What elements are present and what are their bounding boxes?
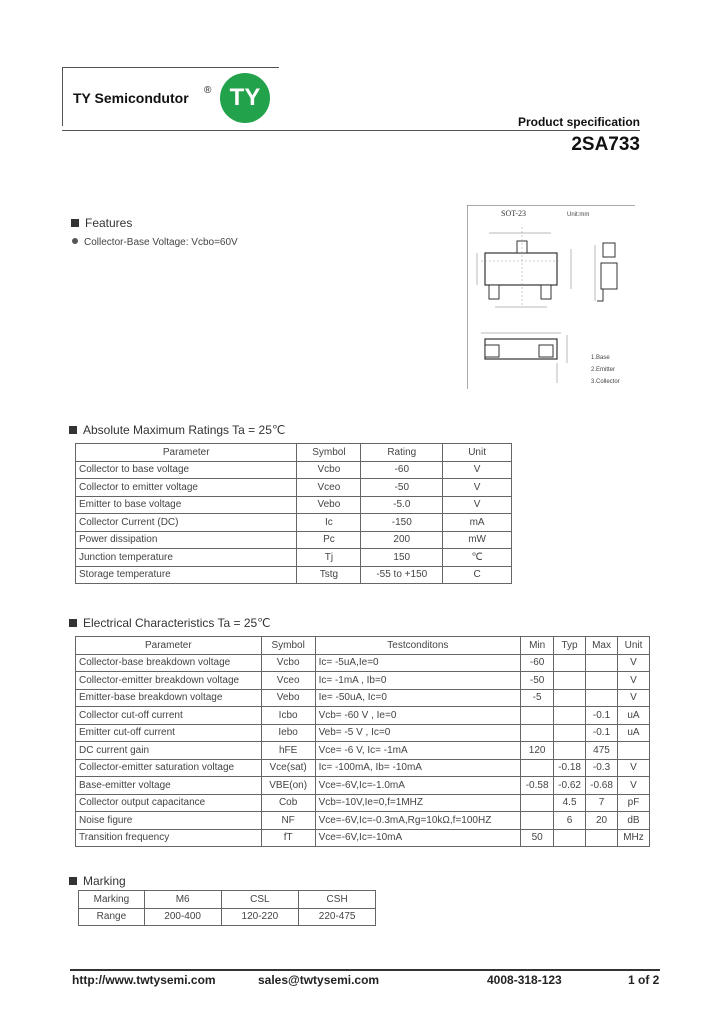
table-row xyxy=(76,777,650,795)
table-cell xyxy=(521,759,554,777)
table-cell xyxy=(618,742,650,760)
table-cell xyxy=(554,829,586,847)
col-header: Unit xyxy=(618,637,650,655)
elec-table xyxy=(75,636,650,847)
table-cell: 7 xyxy=(586,794,618,812)
table-cell xyxy=(521,707,554,725)
table-cell xyxy=(521,724,554,742)
table-cell: -50 xyxy=(361,479,443,497)
table-row xyxy=(76,566,512,584)
table-cell: Tj xyxy=(297,549,361,567)
table-cell: Veb= -5 V , Ic=0 xyxy=(315,724,521,742)
pin-1-label: 1.Base xyxy=(591,355,610,361)
marking-heading xyxy=(69,874,126,888)
table-cell xyxy=(586,654,618,672)
table-cell: 6 xyxy=(554,812,586,830)
table-cell: 220-475 xyxy=(299,908,376,926)
table-cell: DC current gain xyxy=(76,742,262,760)
table-cell: -0.1 xyxy=(586,724,618,742)
feature-text: Collector-Base Voltage: Vcbo=60V xyxy=(84,237,238,248)
table-cell: Range xyxy=(79,908,145,926)
table-cell: Pc xyxy=(297,531,361,549)
table-row xyxy=(76,672,650,690)
table-cell: uA xyxy=(618,724,650,742)
table-cell: Emitter cut-off current xyxy=(76,724,262,742)
table-cell: -0.3 xyxy=(586,759,618,777)
table-row xyxy=(79,891,376,909)
product-spec-label: Product specification xyxy=(517,115,640,129)
footer-email[interactable]: sales@twtysemi.com xyxy=(258,973,380,987)
col-header: Parameter xyxy=(76,637,262,655)
table-cell: Vebo xyxy=(261,689,315,707)
col-header: Symbol xyxy=(261,637,315,655)
table-cell: pF xyxy=(618,794,650,812)
table-row xyxy=(79,908,376,926)
table-row xyxy=(76,812,650,830)
table-row xyxy=(76,496,512,514)
table-row xyxy=(76,514,512,532)
abs-max-title: Absolute Maximum Ratings Ta = 25℃ xyxy=(83,423,286,437)
package-unit: Unit:mm xyxy=(567,212,590,218)
part-number: 2SA733 xyxy=(571,134,640,155)
table-cell: Collector cut-off current xyxy=(76,707,262,725)
table-cell: C xyxy=(443,566,512,584)
table-cell: V xyxy=(618,777,650,795)
table-cell: -0.68 xyxy=(586,777,618,795)
table-cell: -0.62 xyxy=(554,777,586,795)
table-row xyxy=(76,461,512,479)
table-row xyxy=(76,479,512,497)
table-cell: Noise figure xyxy=(76,812,262,830)
table-cell: V xyxy=(443,496,512,514)
registered-mark: ® xyxy=(204,85,212,96)
col-header: Testconditons xyxy=(315,637,521,655)
abs-max-heading xyxy=(69,423,285,437)
col-header: Rating xyxy=(361,444,443,462)
table-cell: Cob xyxy=(261,794,315,812)
elec-title: Electrical Characteristics Ta = 25℃ xyxy=(83,616,271,630)
table-cell: MHz xyxy=(618,829,650,847)
table-cell: ℃ xyxy=(443,549,512,567)
table-cell: V xyxy=(443,461,512,479)
table-cell: Vce(sat) xyxy=(261,759,315,777)
table-cell: uA xyxy=(618,707,650,725)
table-cell: Ic= -1mA , Ib=0 xyxy=(315,672,521,690)
table-cell xyxy=(554,654,586,672)
footer-phone: 4008-318-123 xyxy=(487,973,562,987)
pin-2-label: 2.Emitter xyxy=(591,367,616,373)
table-cell: Collector to emitter voltage xyxy=(76,479,297,497)
table-cell xyxy=(554,724,586,742)
company-name: TY Semicondutor xyxy=(73,90,189,106)
table-cell: -0.1 xyxy=(586,707,618,725)
col-header: Parameter xyxy=(76,444,297,462)
features-heading xyxy=(71,216,132,230)
table-cell: CSH xyxy=(299,891,376,909)
table-cell: Iebo xyxy=(261,724,315,742)
table-cell: 50 xyxy=(521,829,554,847)
table-cell: -150 xyxy=(361,514,443,532)
table-header-row xyxy=(76,444,512,462)
table-cell: Icbo xyxy=(261,707,315,725)
table-cell: mA xyxy=(443,514,512,532)
round-bullet-icon xyxy=(72,238,78,244)
table-cell: mW xyxy=(443,531,512,549)
features-title: Features xyxy=(85,216,133,230)
table-cell xyxy=(586,829,618,847)
table-cell: Ic= -5uA,Ie=0 xyxy=(315,654,521,672)
table-cell: Collector output capacitance xyxy=(76,794,262,812)
table-cell: Vebo xyxy=(297,496,361,514)
table-cell: Vce= -6 V, Ic= -1mA xyxy=(315,742,521,760)
table-cell: -5 xyxy=(521,689,554,707)
col-header: Symbol xyxy=(297,444,361,462)
col-header: Typ xyxy=(554,637,586,655)
table-cell: M6 xyxy=(144,891,221,909)
company-logo-box xyxy=(62,67,279,126)
table-cell: Vceo xyxy=(261,672,315,690)
table-cell xyxy=(586,689,618,707)
table-cell: V xyxy=(618,759,650,777)
table-cell: -60 xyxy=(521,654,554,672)
table-cell: Transition frequency xyxy=(76,829,262,847)
abs-max-table xyxy=(75,443,512,584)
table-cell xyxy=(554,707,586,725)
table-cell xyxy=(521,812,554,830)
table-cell: Collector Current (DC) xyxy=(76,514,297,532)
table-cell: V xyxy=(618,689,650,707)
table-cell: Power dissipation xyxy=(76,531,297,549)
table-cell: dB xyxy=(618,812,650,830)
table-cell xyxy=(521,794,554,812)
table-cell: 120 xyxy=(521,742,554,760)
table-cell: Vceo xyxy=(297,479,361,497)
square-bullet-icon xyxy=(69,426,77,434)
marking-table xyxy=(78,890,376,926)
table-cell: Collector-base breakdown voltage xyxy=(76,654,262,672)
table-cell: Vcbo xyxy=(261,654,315,672)
pin-3-label: 3.Collector xyxy=(591,379,620,385)
table-cell: Vcbo xyxy=(297,461,361,479)
table-cell: Junction temperature xyxy=(76,549,297,567)
table-row xyxy=(76,759,650,777)
table-cell: V xyxy=(443,479,512,497)
table-cell: -60 xyxy=(361,461,443,479)
table-row xyxy=(76,689,650,707)
square-bullet-icon xyxy=(71,219,79,227)
table-cell: Vce=-6V,Ic=-10mA xyxy=(315,829,521,847)
table-cell: Vce=-6V,Ic=-0.3mA,Rg=10kΩ,f=100HZ xyxy=(315,812,521,830)
col-header: Max xyxy=(586,637,618,655)
table-cell: 200-400 xyxy=(144,908,221,926)
package-name: SOT-23 xyxy=(501,209,527,218)
table-cell xyxy=(554,672,586,690)
table-row xyxy=(76,829,650,847)
table-header-row xyxy=(76,637,650,655)
table-cell: Ic= -100mA, Ib= -10mA xyxy=(315,759,521,777)
table-cell: 120-220 xyxy=(221,908,299,926)
table-cell: VBE(on) xyxy=(261,777,315,795)
col-header: Min xyxy=(521,637,554,655)
table-cell: Collector-emitter saturation voltage xyxy=(76,759,262,777)
table-cell: Collector-emitter breakdown voltage xyxy=(76,672,262,690)
feature-item xyxy=(72,237,238,248)
square-bullet-icon xyxy=(69,877,77,885)
table-row xyxy=(76,724,650,742)
sot23-outline-icon xyxy=(467,205,635,389)
footer-url[interactable]: http://www.twtysemi.com xyxy=(72,973,216,987)
table-cell: fT xyxy=(261,829,315,847)
col-header: Unit xyxy=(443,444,512,462)
table-cell: Emitter-base breakdown voltage xyxy=(76,689,262,707)
table-cell: 200 xyxy=(361,531,443,549)
table-cell: Marking xyxy=(79,891,145,909)
header-divider xyxy=(62,130,640,131)
table-cell: Collector to base voltage xyxy=(76,461,297,479)
square-bullet-icon xyxy=(69,619,77,627)
table-cell: NF xyxy=(261,812,315,830)
table-cell: 150 xyxy=(361,549,443,567)
table-cell: 20 xyxy=(586,812,618,830)
table-cell: Base-emitter voltage xyxy=(76,777,262,795)
table-cell: -50 xyxy=(521,672,554,690)
table-row xyxy=(76,654,650,672)
marking-title: Marking xyxy=(83,874,126,888)
table-cell xyxy=(554,742,586,760)
elec-heading xyxy=(69,616,271,630)
table-cell: -5.0 xyxy=(361,496,443,514)
table-cell: Ie= -50uA, Ic=0 xyxy=(315,689,521,707)
table-cell: -55 to +150 xyxy=(361,566,443,584)
table-cell: Storage temperature xyxy=(76,566,297,584)
table-cell: Vce=-6V,Ic=-1.0mA xyxy=(315,777,521,795)
table-row xyxy=(76,794,650,812)
table-cell: V xyxy=(618,672,650,690)
package-drawing xyxy=(467,205,635,389)
table-cell: CSL xyxy=(221,891,299,909)
table-row xyxy=(76,549,512,567)
table-cell: -0.18 xyxy=(554,759,586,777)
footer-divider xyxy=(70,969,660,971)
table-cell xyxy=(554,689,586,707)
table-cell: 475 xyxy=(586,742,618,760)
table-cell: Tstg xyxy=(297,566,361,584)
table-cell xyxy=(586,672,618,690)
table-row xyxy=(76,531,512,549)
table-row xyxy=(76,742,650,760)
table-cell: hFE xyxy=(261,742,315,760)
table-cell: Ic xyxy=(297,514,361,532)
ty-logo-icon: TY xyxy=(220,73,270,123)
table-cell: V xyxy=(618,654,650,672)
table-cell: Vcb= -60 V , Ie=0 xyxy=(315,707,521,725)
footer-page: 1 of 2 xyxy=(628,973,660,987)
table-cell: Emitter to base voltage xyxy=(76,496,297,514)
table-cell: Vcb=-10V,Ie=0,f=1MHZ xyxy=(315,794,521,812)
table-row xyxy=(76,707,650,725)
table-cell: 4.5 xyxy=(554,794,586,812)
table-cell: -0.58 xyxy=(521,777,554,795)
